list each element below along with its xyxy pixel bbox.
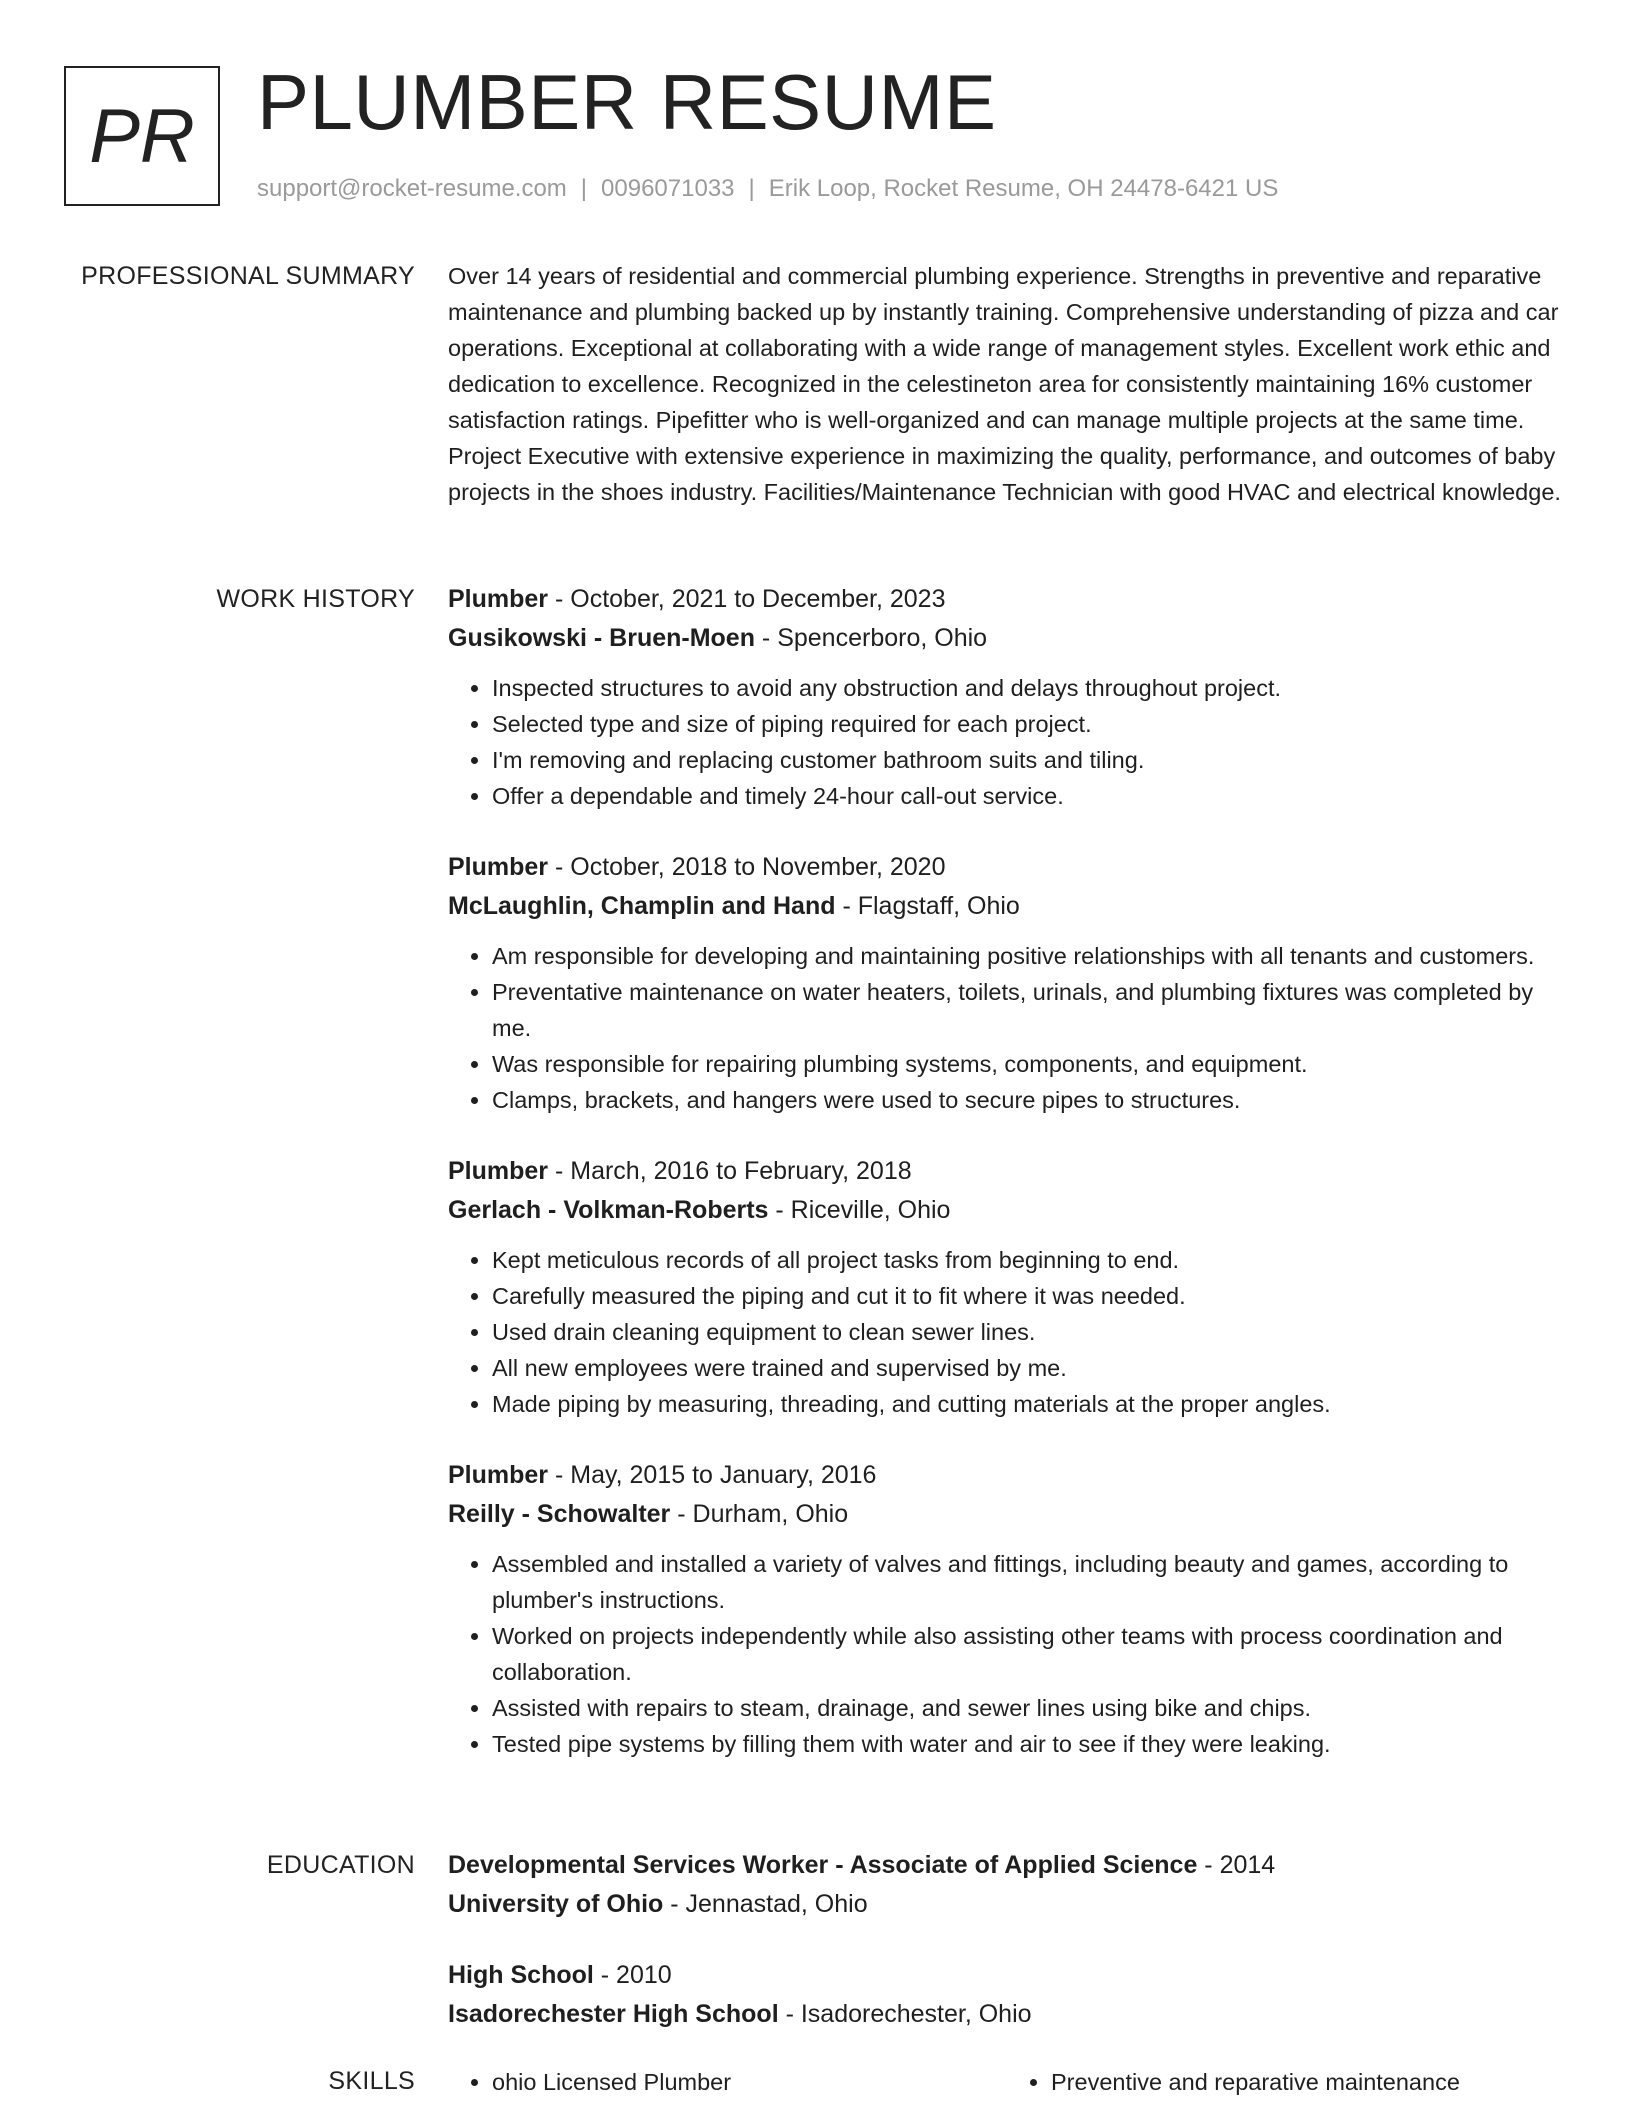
education-degree-line: [448, 1956, 1566, 1995]
list-item: • Offer a dependable and timely 24-hour call-out service.: [492, 778, 1566, 814]
job-dates: - March, 2016 to February, 2018: [548, 1157, 912, 1185]
skills-label: SKILLS: [328, 2067, 415, 2095]
list-item: • Clamps, brackets, and hangers were used to secure pipes to structures.: [492, 1082, 1566, 1118]
job-company-line: [448, 619, 1566, 658]
job-title: Plumber: [448, 1157, 549, 1185]
list-item: • Preventative maintenance on water heaters, toilets, urinals, and plumbing fixtures was completed by me.: [492, 974, 1566, 1046]
contact-separator: |: [748, 175, 755, 202]
job-location: - Flagstaff, Ohio: [835, 892, 1020, 920]
skills-list-left: [448, 2064, 1007, 2100]
summary-label: PROFESSIONAL SUMMARY: [81, 262, 415, 290]
job-title-line: [448, 1456, 1566, 1495]
job-entry: [448, 1456, 1566, 1762]
education-year: - 2010: [593, 1961, 672, 1989]
work-history-label: WORK HISTORY: [216, 585, 415, 613]
education-degree: High School: [448, 1961, 594, 1989]
job-company-line: [448, 887, 1566, 926]
monogram-badge: PR: [64, 66, 220, 206]
skills-list-right: [1007, 2064, 1566, 2100]
job-bullets: [448, 1242, 1566, 1422]
list-item: • Used drain cleaning equipment to clean sewer lines.: [492, 1314, 1566, 1350]
contact-address: Erik Loop, Rocket Resume, OH 24478-6421 US: [768, 175, 1279, 202]
job-title: Plumber: [448, 1461, 549, 1489]
job-entry: [448, 580, 1566, 814]
list-item: • Selected type and size of piping required for each project.: [492, 706, 1566, 742]
list-item: • Inspected structures to avoid any obstruction and delays throughout project.: [492, 670, 1566, 706]
list-item: • Made piping by measuring, threading, and cutting materials at the proper angles.: [492, 1386, 1566, 1422]
job-dates: - October, 2021 to December, 2023: [548, 585, 946, 613]
list-item: • All new employees were trained and supervised by me.: [492, 1350, 1566, 1386]
job-dates: - October, 2018 to November, 2020: [548, 853, 946, 881]
list-item: • Assembled and installed a variety of valves and fittings, including beauty and games, according to plumber's instructions.: [492, 1546, 1566, 1618]
education-school: Isadorechester High School: [448, 2000, 779, 2028]
job-title-line: [448, 848, 1566, 887]
list-item: • Worked on projects independently while also assisting other teams with process coordination and collaboration.: [492, 1618, 1566, 1690]
job-dates: - May, 2015 to January, 2016: [548, 1461, 877, 1489]
education-degree: Developmental Services Worker - Associate of Applied Science: [448, 1851, 1198, 1879]
list-item: • ohio Licensed Plumber: [492, 2064, 1007, 2100]
contact-separator: |: [580, 175, 588, 202]
job-title: Plumber: [448, 853, 549, 881]
contact-phone[interactable]: 0096071033: [601, 175, 735, 202]
job-bullets: [448, 670, 1566, 814]
job-location: - Durham, Ohio: [670, 1500, 849, 1528]
job-company-line: [448, 1191, 1566, 1230]
education-year: - 2014: [1197, 1851, 1276, 1879]
job-bullets: [448, 938, 1566, 1118]
education-location: - Jennastad, Ohio: [663, 1890, 868, 1918]
list-item: • I'm removing and replacing customer bathroom suits and tiling.: [492, 742, 1566, 778]
education-entry: [448, 1846, 1566, 1924]
education-entry: [448, 1956, 1566, 2034]
summary-text: Over 14 years of residential and commercial plumbing experience. Strengths in preventive and reparative maintenance and plumbing backed up by instantly training. Comprehensive understanding of pizza and car operations. Exceptional at collaborating with a wide range of management styles. Excellent work ethic and dedication to excellence. Recognized in the celestineton area for consistently maintaining 16% customer satisfaction ratings. Pipefitter who is well-organized and can manage multiple projects at the same time. Project Executive with extensive experience in maximizing the quality, performance, and outcomes of baby projects in the shoes industry. Facilities/Maintenance Technician with good HVAC and electrical knowledge.: [448, 263, 1561, 505]
page-title: PLUMBER RESUME: [257, 58, 997, 146]
skills-columns: [448, 2064, 1566, 2100]
job-company: Reilly - Schowalter: [448, 1500, 671, 1528]
education-degree-line: [448, 1846, 1566, 1885]
job-bullets: [448, 1546, 1566, 1762]
list-item: • Kept meticulous records of all project tasks from beginning to end.: [492, 1242, 1566, 1278]
job-company: Gusikowski - Bruen-Moen: [448, 624, 755, 652]
job-entry: [448, 1152, 1566, 1422]
job-company: McLaughlin, Champlin and Hand: [448, 892, 836, 920]
education-school-line: [448, 1995, 1566, 2034]
job-location: - Spencerboro, Ohio: [754, 624, 988, 652]
list-item: • Assisted with repairs to steam, drainage, and sewer lines using bike and chips.: [492, 1690, 1566, 1726]
education-location: - Isadorechester, Ohio: [778, 2000, 1032, 2028]
list-item: • Carefully measured the piping and cut it to fit where it was needed.: [492, 1278, 1566, 1314]
job-title-line: [448, 1152, 1566, 1191]
list-item: • Preventive and reparative maintenance: [1051, 2064, 1566, 2100]
job-company: Gerlach - Volkman-Roberts: [448, 1196, 769, 1224]
education-label: EDUCATION: [266, 1851, 415, 1879]
job-title-line: [448, 580, 1566, 619]
education-school: University of Ohio: [448, 1890, 664, 1918]
list-item: • Am responsible for developing and maintaining positive relationships with all tenants and customers.: [492, 938, 1566, 974]
job-company-line: [448, 1495, 1566, 1534]
list-item: • Tested pipe systems by filling them with water and air to see if they were leaking.: [492, 1726, 1566, 1762]
job-location: - Riceville, Ohio: [768, 1196, 951, 1224]
job-entry: [448, 848, 1566, 1118]
list-item: • Was responsible for repairing plumbing systems, components, and equipment.: [492, 1046, 1566, 1082]
job-title: Plumber: [448, 585, 549, 613]
education-school-line: [448, 1885, 1566, 1924]
contact-email[interactable]: support@rocket-resume.com: [257, 175, 567, 202]
contact-info: [257, 175, 1278, 203]
